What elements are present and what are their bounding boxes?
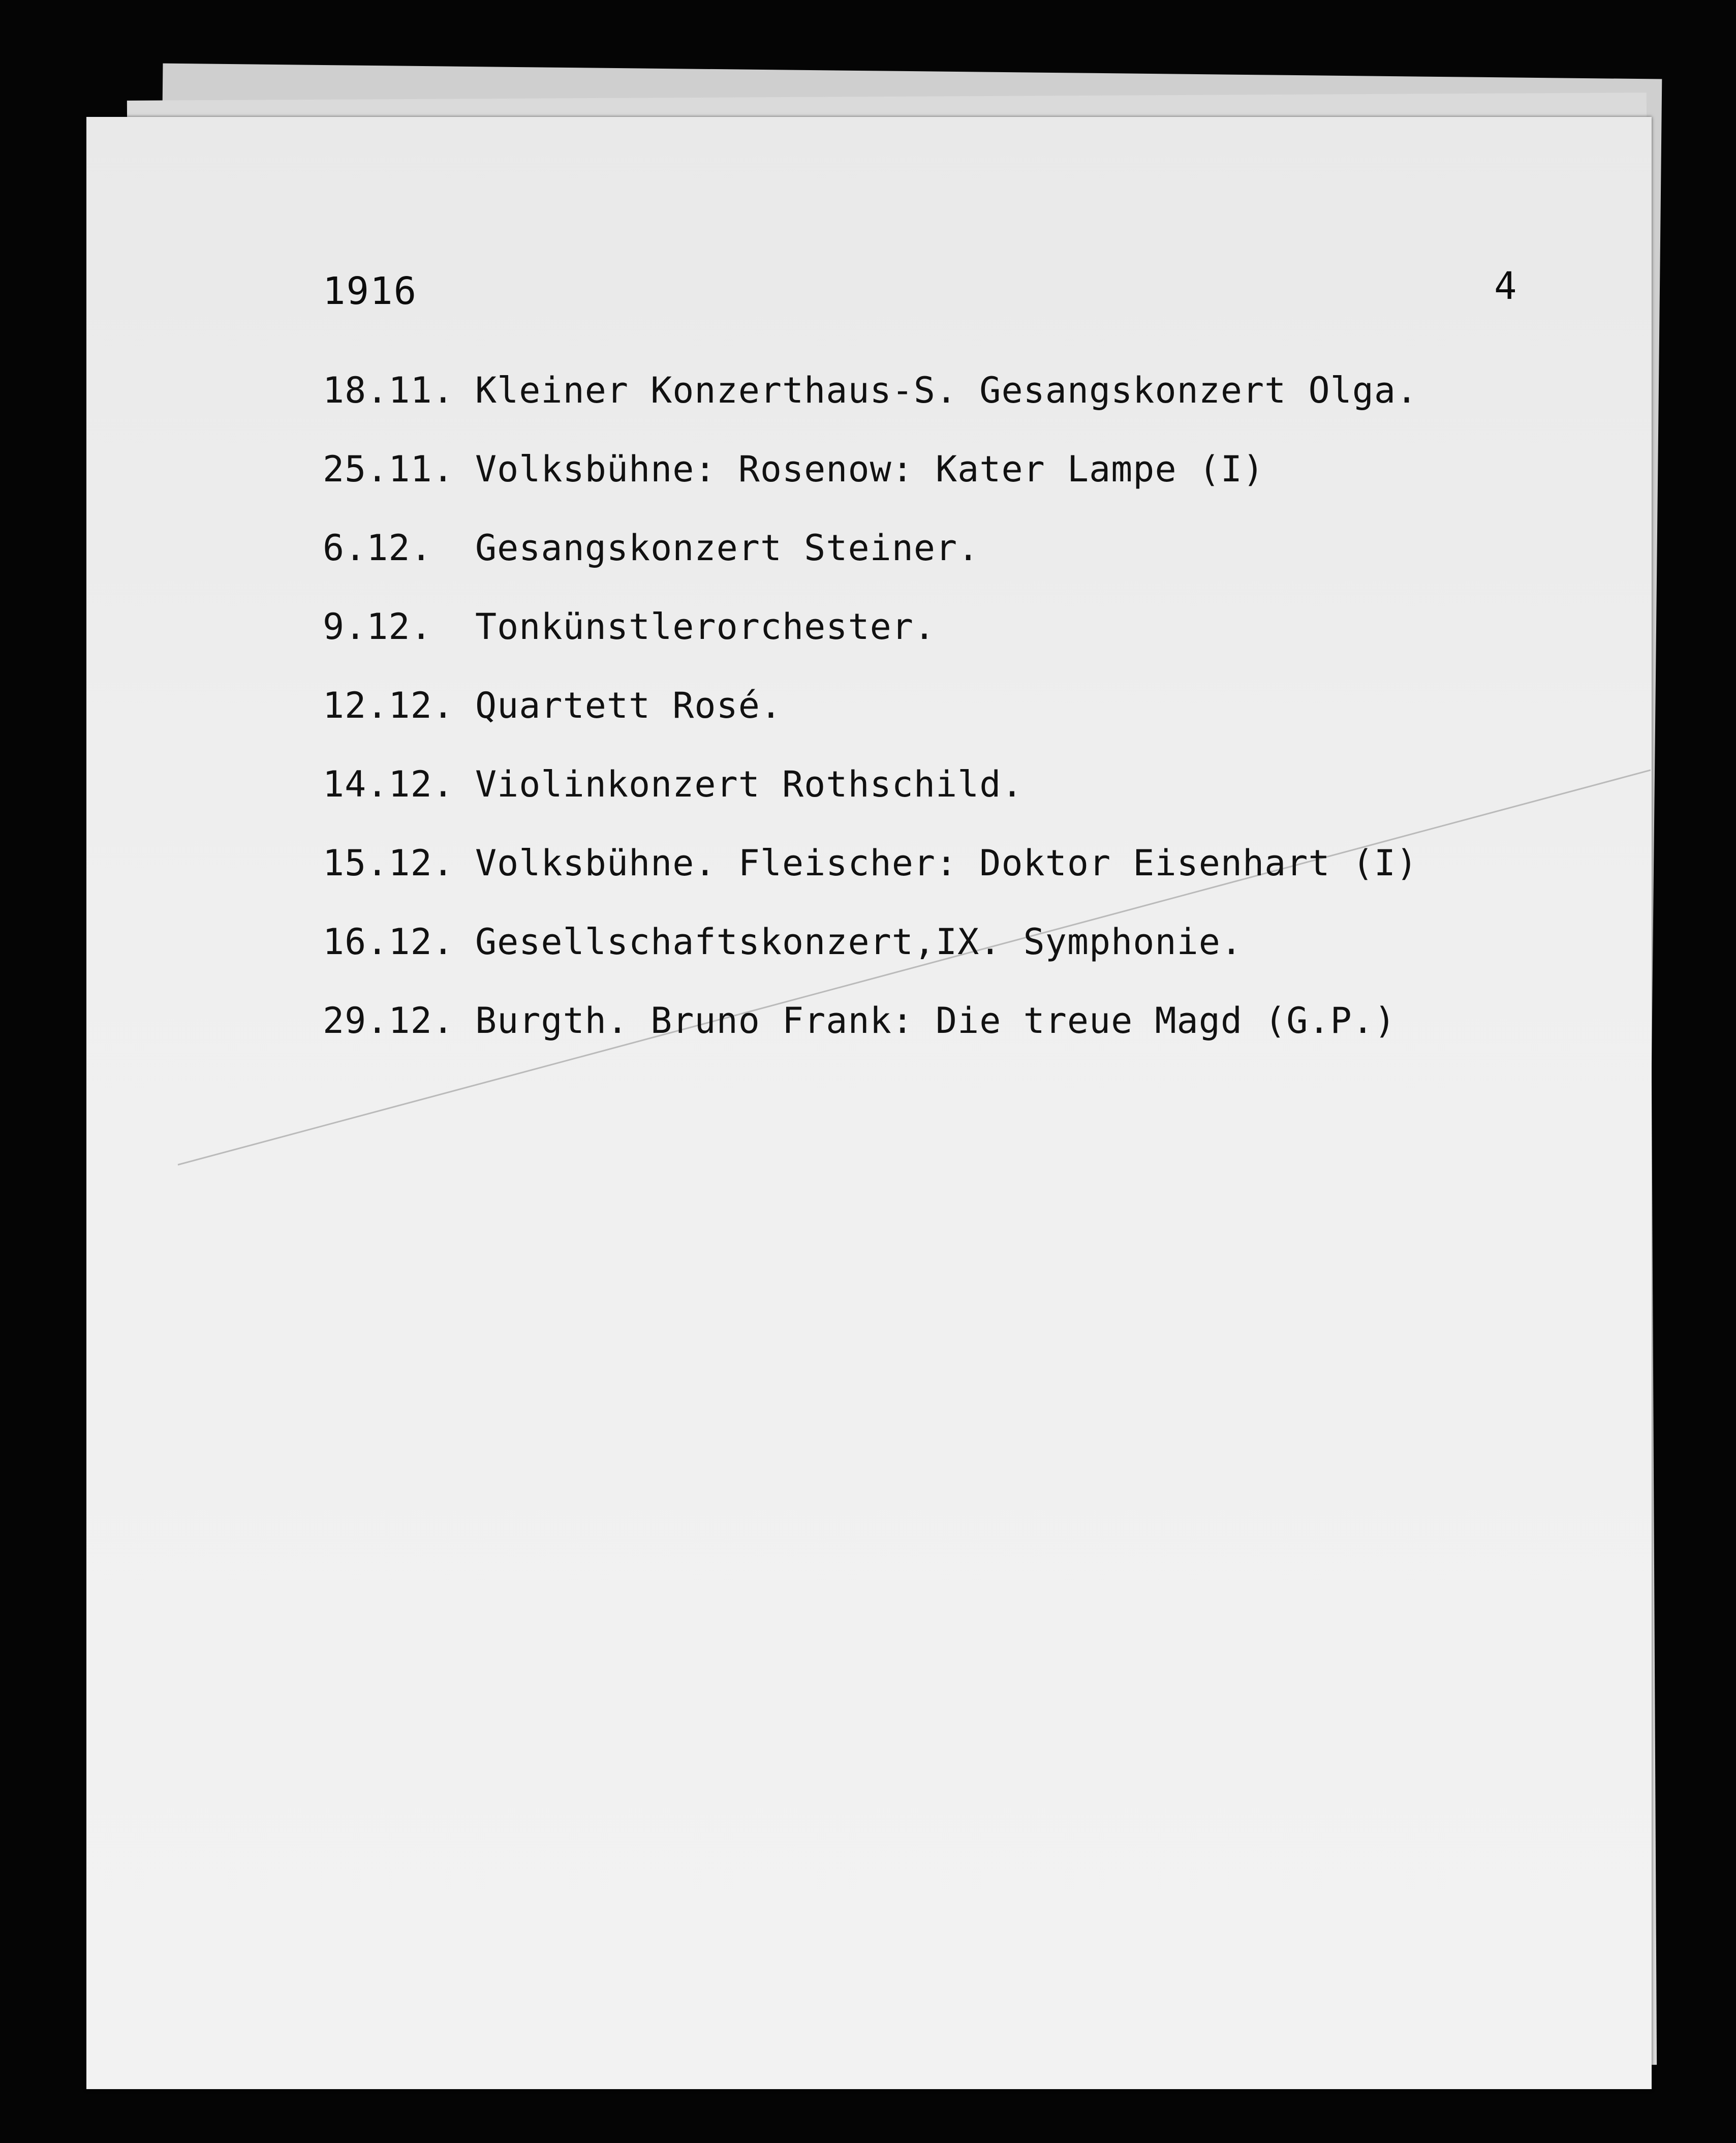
entry-text: Burgth. Bruno Frank: Die treue Magd (G.P.) xyxy=(475,999,1397,1042)
entry-date: 29.12. xyxy=(323,999,454,1042)
list-item xyxy=(323,351,1418,430)
page-number: 4 xyxy=(1494,264,1517,308)
document-page xyxy=(86,117,1652,2089)
list-item xyxy=(323,902,1418,981)
entry-date: 14.12. xyxy=(323,763,454,805)
list-item xyxy=(323,823,1418,902)
entry-date: 9.12. xyxy=(323,605,432,648)
entry-date: 15.12. xyxy=(323,842,454,884)
entry-list xyxy=(323,351,1418,1060)
year-heading: 1916 xyxy=(323,269,418,313)
entry-text: Quartett Rosé. xyxy=(475,684,783,726)
entry-date: 25.11. xyxy=(323,448,454,490)
list-item xyxy=(323,666,1418,745)
list-item xyxy=(323,745,1418,823)
list-item xyxy=(323,508,1418,587)
entry-text: Volksbühne: Rosenow: Kater Lampe (I) xyxy=(475,448,1265,490)
entry-text: Kleiner Konzerthaus-S. Gesangskonzert Olga. xyxy=(475,369,1418,411)
entry-text: Gesangskonzert Steiner. xyxy=(475,527,980,569)
list-item xyxy=(323,587,1418,666)
entry-text: Tonkünstlerorchester. xyxy=(475,605,936,648)
list-item xyxy=(323,981,1418,1060)
entry-date: 6.12. xyxy=(323,527,432,569)
list-item xyxy=(323,430,1418,508)
entry-date: 16.12. xyxy=(323,921,454,963)
entry-text: Gesellschaftskonzert,IX. Symphonie. xyxy=(475,921,1243,963)
entry-text: Violinkonzert Rothschild. xyxy=(475,763,1024,805)
entry-date: 18.11. xyxy=(323,369,454,411)
entry-text: Volksbühne. Fleischer: Doktor Eisenhart (I) xyxy=(475,842,1418,884)
entry-date: 12.12. xyxy=(323,684,454,726)
